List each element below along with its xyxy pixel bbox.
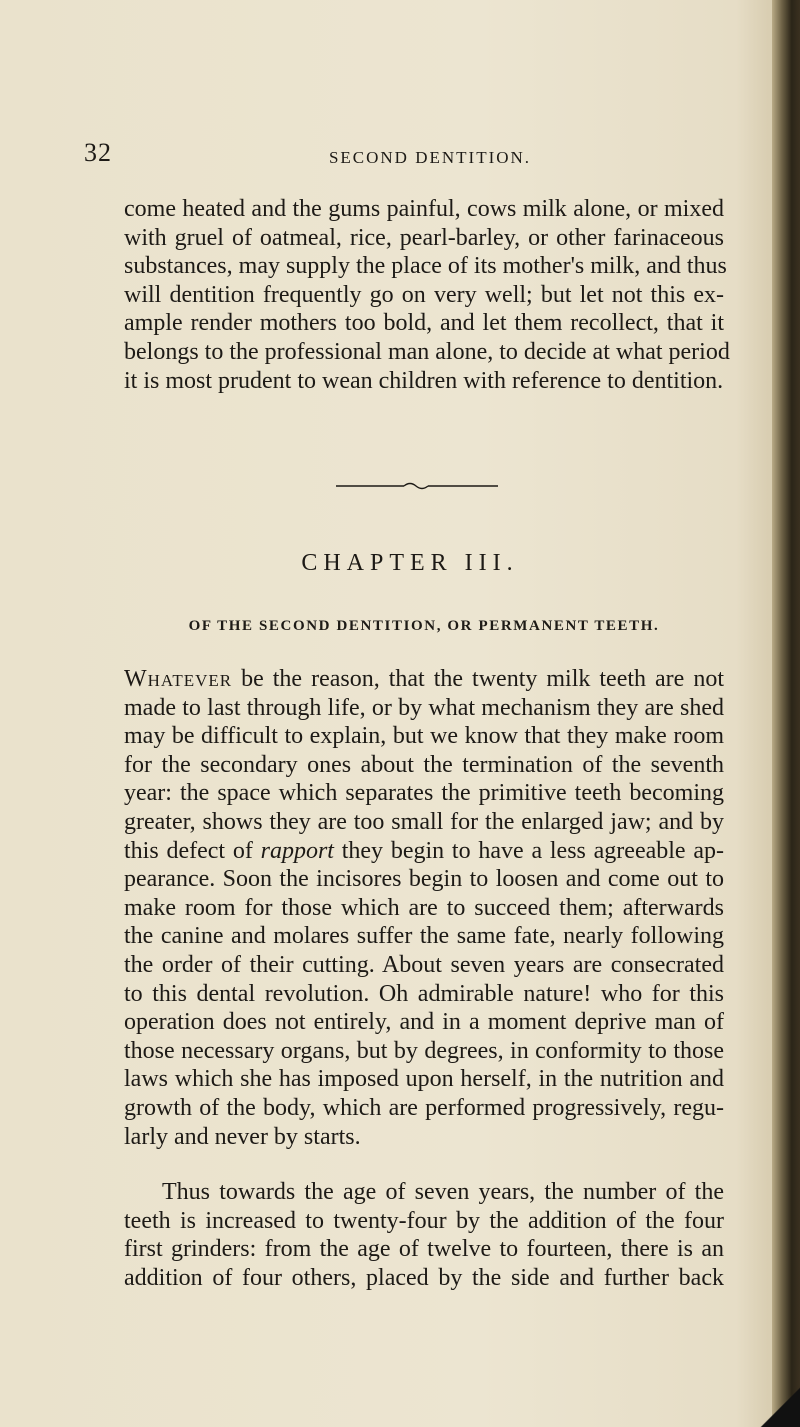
chapter-title: CHAPTER III. xyxy=(301,550,519,576)
text-line: with gruel of oatmeal, rice, pearl-barley, or other farinaceous xyxy=(124,224,724,251)
text-line: those necessary organs, but by degrees, in conformity to those xyxy=(124,1037,724,1064)
text-line: laws which she has imposed upon herself, in the nutrition and xyxy=(124,1066,724,1093)
text-line: greater, shows they are too small for the enlarged jaw; and by xyxy=(124,808,724,835)
text-line: pearance. Soon the incisores begin to loosen and come out to xyxy=(124,866,724,893)
text-line: Thus towards the age of seven years, the number of the xyxy=(162,1179,724,1205)
chapter-subtitle: OF THE SECOND DENTITION, OR PERMANENT TEETH. xyxy=(188,618,660,634)
chapter-paragraph xyxy=(124,665,724,1151)
chapter-ornament-rule xyxy=(336,480,498,492)
continuation-paragraph xyxy=(124,195,730,395)
text-line xyxy=(124,665,724,694)
page-corner-shadow xyxy=(760,1387,800,1427)
text-line: to this dental revolution. Oh admirable nature! who for this xyxy=(124,980,724,1007)
text-line: will dentition frequently go on very well; but let not this ex- xyxy=(124,281,724,308)
text-line: ample render mothers too bold, and let them recollect, that it xyxy=(124,310,724,337)
text-line: first grinders: from the age of twelve to fourteen, there is an xyxy=(124,1236,724,1263)
text-fragment: be the reason, that the twenty milk teeth are not xyxy=(232,666,724,692)
text-line: larly and never by starts. xyxy=(124,1123,361,1150)
running-head: SECOND DENTITION. xyxy=(328,148,532,167)
chapter-paragraph-2 xyxy=(124,1178,724,1292)
text-line: the canine and molares suffer the same fate, nearly following xyxy=(124,923,724,950)
text-line: operation does not entirely, and in a moment deprive man of xyxy=(124,1009,724,1036)
page-binding-edge xyxy=(772,0,800,1427)
text-fragment: this defect of xyxy=(124,837,261,864)
page-number: 32 xyxy=(84,138,112,167)
text-line: come heated and the gums painful, cows milk alone, or mixed xyxy=(124,196,724,222)
text-line: substances, may supply the place of its mother's milk, and thus xyxy=(124,253,727,280)
text-line: may be difficult to explain, but we know that they make room xyxy=(124,723,724,750)
text-line: addition of four others, placed by the side and further back xyxy=(124,1264,724,1291)
text-line: year: the space which separates the primitive teeth becoming xyxy=(124,780,724,807)
text-line: belongs to the professional man alone, to decide at what period xyxy=(124,338,730,365)
italic-word: rapport xyxy=(260,837,334,864)
text-line: growth of the body, which are performed progressively, regu- xyxy=(124,1094,724,1121)
drop-word: Whatever xyxy=(124,666,233,692)
text-line: teeth is increased to twenty-four by the addition of the four xyxy=(124,1207,724,1234)
text-line: it is most prudent to wean children with reference to dentition. xyxy=(124,367,724,394)
text-line xyxy=(124,837,724,866)
text-line: the order of their cutting. About seven years are consecrated xyxy=(124,951,724,978)
text-fragment: they begin to have a less agreeable ap- xyxy=(333,837,724,864)
text-line: make room for those which are to succeed them; afterwards xyxy=(124,894,724,921)
text-line: made to last through life, or by what mechanism they are shed xyxy=(124,694,724,721)
text-line: for the secondary ones about the termination of the seventh xyxy=(124,751,724,778)
